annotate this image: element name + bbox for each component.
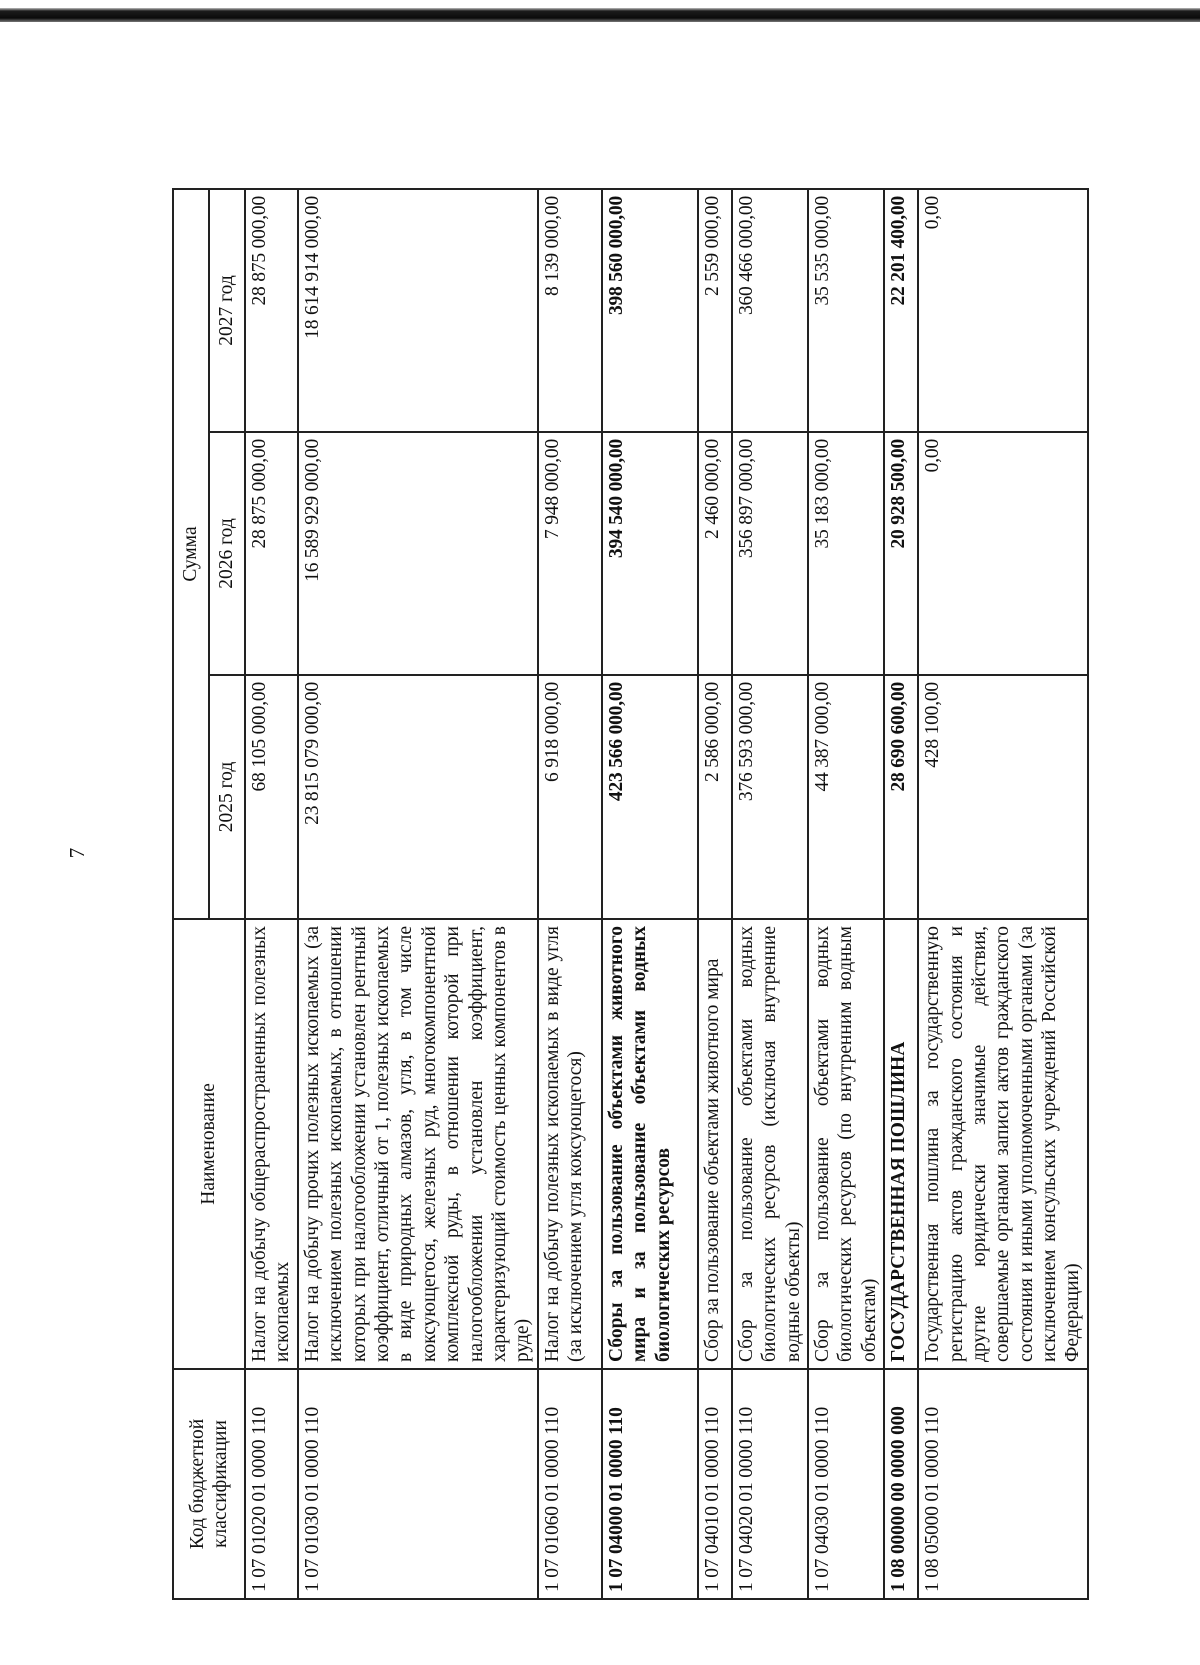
row-value-2025: 23 815 079 000,00 — [298, 675, 538, 919]
row-name: Налог на добычу полезных ископаемых в виде угля (за исключением угля коксующегося) — [538, 919, 602, 1369]
row-name: Налог на добычу общераспространенных полезных ископаемых — [245, 919, 298, 1369]
row-value-2026: 16 589 929 000,00 — [298, 432, 538, 675]
row-value-2025: 28 690 600,00 — [884, 675, 918, 919]
row-name: Государственная пошлина за государственную регистрацию актов гражданского состояния и другие юридически значимые действия, совершаемые органами записи актов гражданского состояния и иными уполномоченными органами (за исключением консульских учреждений Российской Федерации) — [918, 919, 1088, 1369]
table-row — [245, 189, 298, 1599]
row-value-2027: 22 201 400,00 — [884, 189, 918, 432]
row-value-2027: 18 614 914 000,00 — [298, 189, 538, 432]
row-code: 1 07 01020 01 0000 110 — [245, 1369, 298, 1599]
row-value-2025: 376 593 000,00 — [732, 675, 808, 919]
row-value-2025: 6 918 000,00 — [538, 675, 602, 919]
row-value-2026: 20 928 500,00 — [884, 432, 918, 675]
budget-table-sheet — [172, 190, 1084, 1600]
row-value-2026: 356 897 000,00 — [732, 432, 808, 675]
row-code: 1 08 05000 01 0000 110 — [918, 1369, 1088, 1599]
table-row — [538, 189, 602, 1599]
row-code: 1 07 01030 01 0000 110 — [298, 1369, 538, 1599]
row-value-2027: 2 559 000,00 — [698, 189, 732, 432]
row-value-2027: 360 466 000,00 — [732, 189, 808, 432]
budget-table — [172, 188, 1089, 1600]
table-row — [884, 189, 918, 1599]
row-value-2026: 7 948 000,00 — [538, 432, 602, 675]
header-year-2025: 2025 год — [209, 675, 245, 919]
row-code: 1 07 04000 01 0000 110 — [602, 1369, 698, 1599]
header-code: Код бюджетной классификации — [173, 1369, 245, 1599]
row-name: Сбор за пользование объектами водных биологических ресурсов (по внутренним водным объектам) — [808, 919, 884, 1369]
row-value-2026: 28 875 000,00 — [245, 432, 298, 675]
table-row — [698, 189, 732, 1599]
row-name: Налог на добычу прочих полезных ископаемых (за исключением полезных ископаемых, в отношении которых при налогообложении установлен рентный коэффициент, отличный от 1, полезных ископаемых в виде природных алмазов, угля, в том числе коксующегося, железных руд, многокомпонентной комплексной руды, в отношении которой при налогообложении установлен коэффициент, характеризующий стоимость ценных компонентов в руде) — [298, 919, 538, 1369]
row-value-2027: 28 875 000,00 — [245, 189, 298, 432]
table-row — [602, 189, 698, 1599]
row-code: 1 07 04020 01 0000 110 — [732, 1369, 808, 1599]
row-value-2025: 428 100,00 — [918, 675, 1088, 919]
table-row — [298, 189, 538, 1599]
row-name: Сбор за пользование объектами животного мира — [698, 919, 732, 1369]
row-value-2025: 68 105 000,00 — [245, 675, 298, 919]
row-value-2027: 35 535 000,00 — [808, 189, 884, 432]
table-row — [918, 189, 1088, 1599]
row-name: Сбор за пользование объектами водных биологических ресурсов (исключая внутренние водные объекты) — [732, 919, 808, 1369]
row-value-2026: 394 540 000,00 — [602, 432, 698, 675]
page-number: 7 — [65, 847, 89, 859]
header-name: Наименование — [173, 919, 245, 1369]
row-code: 1 07 01060 01 0000 110 — [538, 1369, 602, 1599]
row-name: ГОСУДАРСТВЕННАЯ ПОШЛИНА — [884, 919, 918, 1369]
scan-edge-bar — [0, 8, 1200, 22]
row-value-2025: 2 586 000,00 — [698, 675, 732, 919]
table-row — [808, 189, 884, 1599]
table-row — [732, 189, 808, 1599]
row-value-2025: 423 566 000,00 — [602, 675, 698, 919]
row-value-2027: 8 139 000,00 — [538, 189, 602, 432]
row-name: Сборы за пользование объектами животного мира и за пользование объектами водных биологических ресурсов — [602, 919, 698, 1369]
header-year-2026: 2026 год — [209, 432, 245, 675]
row-value-2025: 44 387 000,00 — [808, 675, 884, 919]
row-value-2026: 35 183 000,00 — [808, 432, 884, 675]
row-value-2027: 0,00 — [918, 189, 1088, 432]
row-code: 1 07 04010 01 0000 110 — [698, 1369, 732, 1599]
header-year-2027: 2027 год — [209, 189, 245, 432]
row-code: 1 07 04030 01 0000 110 — [808, 1369, 884, 1599]
header-sum: Сумма — [173, 189, 209, 919]
row-value-2026: 0,00 — [918, 432, 1088, 675]
row-value-2027: 398 560 000,00 — [602, 189, 698, 432]
row-code: 1 08 00000 00 0000 000 — [884, 1369, 918, 1599]
row-value-2026: 2 460 000,00 — [698, 432, 732, 675]
